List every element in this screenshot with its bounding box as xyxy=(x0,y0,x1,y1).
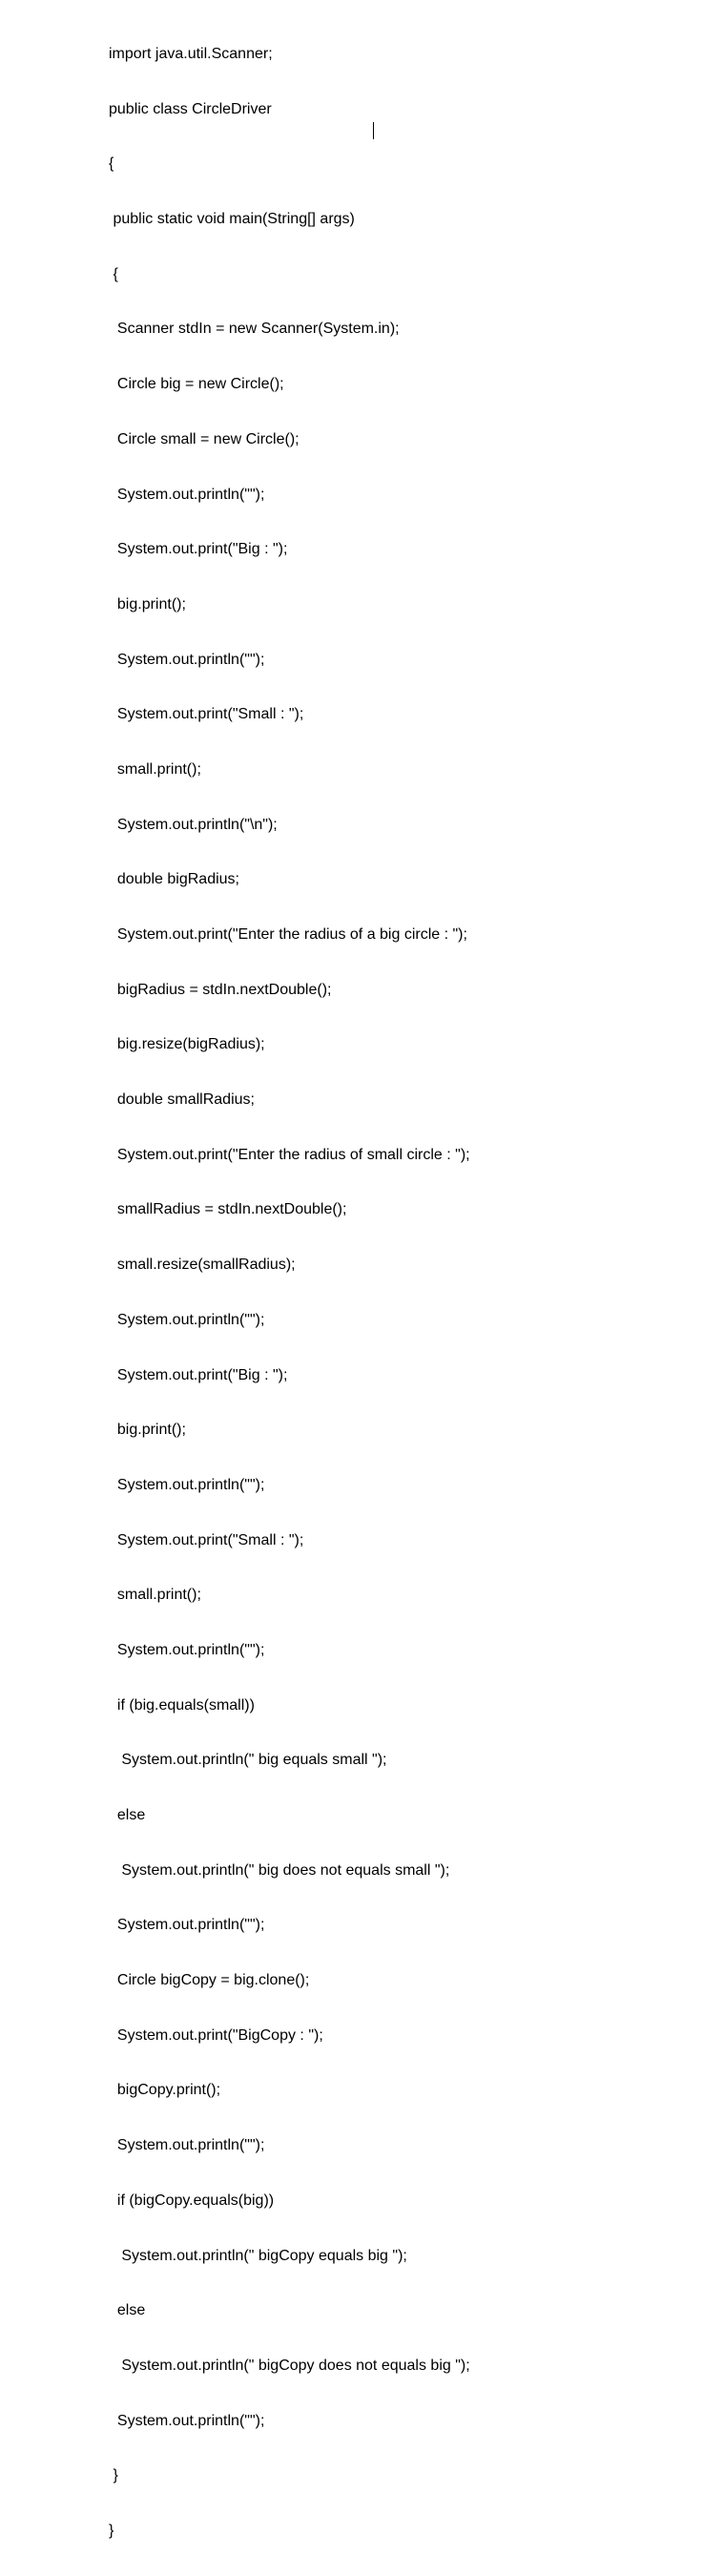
code-line: double smallRadius; xyxy=(109,1091,255,1109)
code-line: System.out.println(""); xyxy=(109,486,265,503)
code-line: } xyxy=(109,2522,114,2539)
code-line: double bigRadius; xyxy=(109,871,239,888)
code-line: public class CircleDriver xyxy=(109,100,272,117)
code-line: public static void main(String[] args) xyxy=(109,211,355,228)
code-line: Circle big = new Circle(); xyxy=(109,376,284,393)
code-line: { xyxy=(109,265,118,282)
code-line: System.out.println(""); xyxy=(109,1641,265,1658)
code-line: small.print(); xyxy=(109,760,201,778)
code-line: else xyxy=(109,1807,146,1823)
code-line: System.out.println(" big equals small "); xyxy=(109,1752,387,1769)
code-line: System.out.print("Big : "); xyxy=(109,1366,288,1383)
code-block xyxy=(109,10,470,2576)
code-line: System.out.println(""); xyxy=(109,1311,265,1328)
code-line: System.out.println(""); xyxy=(109,2137,265,2154)
code-line: bigRadius = stdIn.nextDouble(); xyxy=(109,981,332,998)
code-line: System.out.print("Small : "); xyxy=(109,1531,304,1548)
code-line: System.out.print("Small : "); xyxy=(109,706,304,723)
code-line: Scanner stdIn = new Scanner(System.in); xyxy=(109,321,400,338)
code-line: System.out.println("\n"); xyxy=(109,816,278,833)
code-line: System.out.print("BigCopy : "); xyxy=(109,2026,323,2044)
code-line: } xyxy=(109,2467,118,2484)
code-line: System.out.print("Enter the radius of small circle : "); xyxy=(109,1146,470,1163)
code-line: import java.util.Scanner; xyxy=(109,46,273,62)
code-line: big.print(); xyxy=(109,1422,186,1439)
code-line: Circle small = new Circle(); xyxy=(109,430,300,447)
code-line: big.print(); xyxy=(109,595,186,613)
text-cursor xyxy=(373,122,374,139)
code-line: System.out.println(" bigCopy equals big "); xyxy=(109,2247,407,2264)
code-line: System.out.println(""); xyxy=(109,1476,265,1493)
code-line: else xyxy=(109,2302,146,2319)
code-line: bigCopy.print(); xyxy=(109,2082,221,2099)
code-line: System.out.println(""); xyxy=(109,2412,265,2429)
code-line: small.resize(smallRadius); xyxy=(109,1257,296,1274)
code-line: smallRadius = stdIn.nextDouble(); xyxy=(109,1201,347,1218)
code-line: big.resize(bigRadius); xyxy=(109,1036,265,1053)
code-line: small.print(); xyxy=(109,1587,201,1604)
code-line: if (big.equals(small)) xyxy=(109,1696,255,1714)
code-line: System.out.println(" big does not equals small "); xyxy=(109,1861,450,1879)
code-line: { xyxy=(109,156,114,173)
code-line: if (bigCopy.equals(big)) xyxy=(109,2192,275,2209)
code-line: Circle bigCopy = big.clone(); xyxy=(109,1972,310,1989)
code-line: System.out.println(""); xyxy=(109,1917,265,1934)
code-line: System.out.print("Big : "); xyxy=(109,541,288,558)
code-line: System.out.print("Enter the radius of a big circle : "); xyxy=(109,926,467,943)
code-line: System.out.println(" bigCopy does not equals big "); xyxy=(109,2357,470,2374)
code-line: System.out.println(""); xyxy=(109,651,265,668)
